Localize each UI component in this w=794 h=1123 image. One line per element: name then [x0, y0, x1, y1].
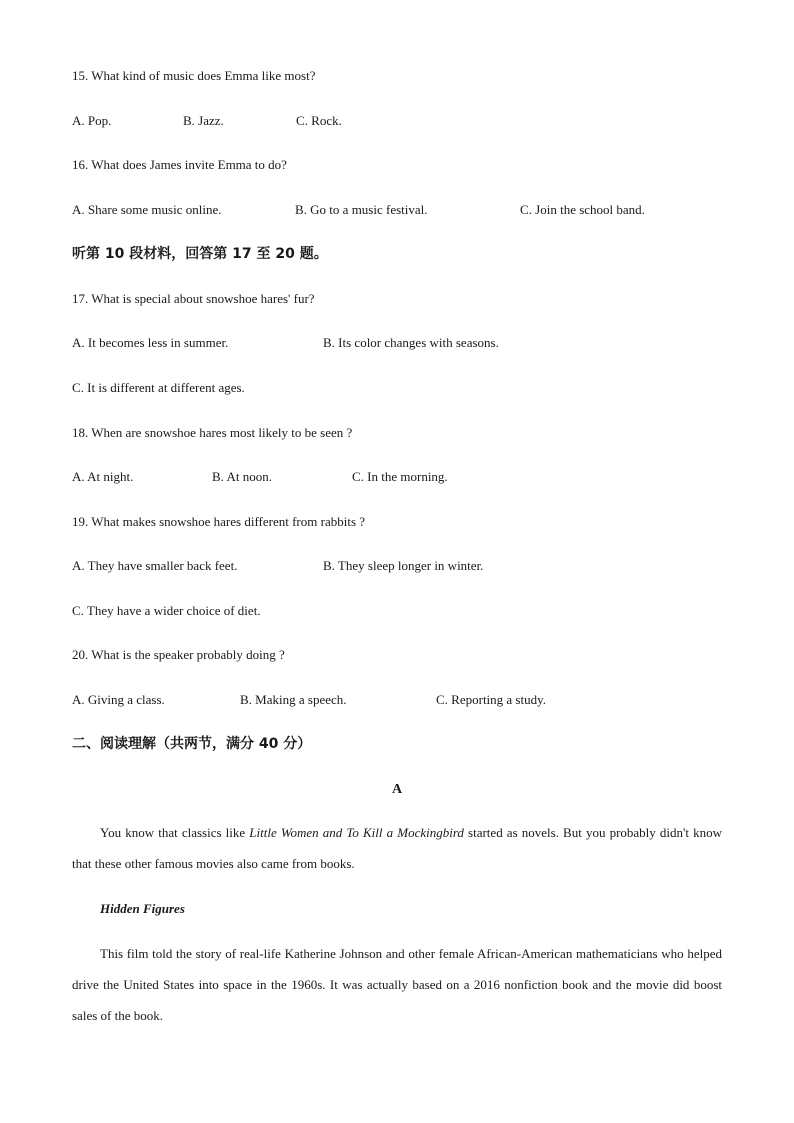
question-17-option-c: C. It is different at different ages.: [72, 380, 245, 395]
question-15-option-a: A. Pop.: [72, 113, 112, 128]
question-15-stem: 15. What kind of music does Emma like most?: [72, 68, 316, 83]
question-18-option-a: A. At night.: [72, 469, 134, 484]
question-17-option-a: A. It becomes less in summer.: [72, 335, 229, 350]
question-19-option-a: A. They have smaller back feet.: [72, 558, 238, 573]
question-16-option-c: C. Join the school band.: [520, 202, 645, 217]
question-19-option-b: B. They sleep longer in winter.: [323, 558, 484, 573]
question-20-option-a: A. Giving a class.: [72, 692, 165, 707]
body-text: This film told the story of real-life Katherine Johnson and other female African-American mathematicians who helped drive the United States into space in the 1960s. It was actually based on a 2016 nonfiction book and the movie did boost sales of the book.: [72, 946, 722, 1023]
section-heading-reading: 二、阅读理解（共两节，满分 40 分）: [72, 736, 312, 752]
question-20-option-b: B. Making a speech.: [240, 692, 347, 707]
passage-body-paragraph: [72, 938, 722, 1031]
intro-text-after: started as novels. But you probably didn't know that these other famous movies also came from books.: [72, 825, 722, 871]
question-16-option-b: B. Go to a music festival.: [295, 202, 428, 217]
question-16-option-a: A. Share some music online.: [72, 202, 222, 217]
question-16-stem: 16. What does James invite Emma to do?: [72, 157, 287, 172]
question-18-stem: 18. When are snowshoe hares most likely to be seen ?: [72, 425, 353, 440]
intro-text-before: You know that classics like: [100, 825, 250, 840]
question-15-option-b: B. Jazz.: [183, 113, 224, 128]
passage-subheading: Hidden Figures: [100, 901, 185, 916]
question-18-option-b: B. At noon.: [212, 469, 272, 484]
question-20-stem: 20. What is the speaker probably doing ?: [72, 647, 285, 662]
intro-book-titles: Little Women and To Kill a Mockingbird: [249, 825, 464, 840]
question-18-option-c: C. In the morning.: [352, 469, 448, 484]
passage-letter: A: [391, 782, 403, 797]
question-19-stem: 19. What makes snowshoe hares different from rabbits ?: [72, 514, 366, 529]
question-15-option-c: C. Rock.: [296, 113, 342, 128]
question-17-option-b: B. Its color changes with seasons.: [323, 335, 499, 350]
question-19-option-c: C. They have a wider choice of diet.: [72, 603, 261, 618]
passage-intro-paragraph: [72, 817, 722, 879]
question-20-option-c: C. Reporting a study.: [436, 692, 547, 707]
section-heading-listening: 听第 10 段材料，回答第 17 至 20 题。: [72, 246, 328, 262]
question-17-stem: 17. What is special about snowshoe hares' fur?: [72, 291, 315, 306]
